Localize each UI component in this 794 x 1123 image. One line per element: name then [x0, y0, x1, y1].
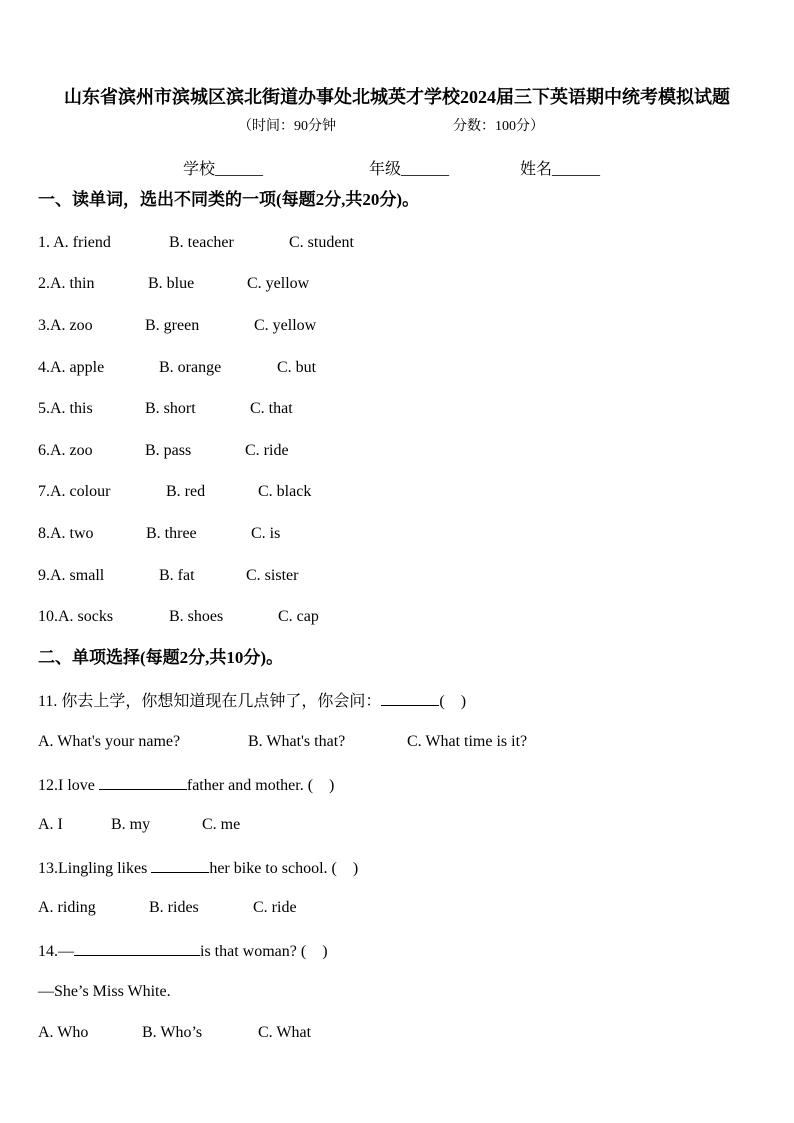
question-4: [38, 358, 738, 378]
answer-paren: ( ): [439, 693, 467, 710]
question-text-pre: 13.Lingling likes: [38, 860, 152, 877]
question-14-options: [38, 1023, 738, 1043]
option-c: C. yellow: [247, 275, 310, 292]
question-number: 5.: [38, 400, 50, 417]
option-a: A. small: [50, 567, 105, 584]
option-c: C. sister: [246, 567, 299, 584]
question-12: [38, 774, 334, 796]
option-b: B. shoes: [169, 608, 224, 625]
question-text-pre: 14.—: [38, 943, 74, 960]
question-3: [38, 316, 738, 336]
answer-blank: [99, 774, 187, 790]
question-7: [38, 482, 738, 502]
question-text-pre: 12.I love: [38, 777, 99, 794]
school-field: 学校______: [183, 161, 264, 178]
option-a: A. colour: [50, 483, 111, 500]
option-b: B. teacher: [169, 234, 234, 251]
option-c: C. me: [202, 816, 241, 833]
question-6: [38, 441, 738, 461]
question-number: 10.: [38, 608, 58, 625]
question-8: [38, 524, 738, 544]
question-9: [38, 566, 738, 586]
question-text-post: father and mother. ( ): [186, 777, 335, 794]
question-14: [38, 940, 328, 962]
question-2: [38, 274, 738, 294]
option-c: C. cap: [278, 608, 319, 625]
section2-heading: 二、单项选择(每题2分,共10分)。: [38, 648, 284, 667]
option-a: A. socks: [58, 608, 114, 625]
question-10: [38, 607, 738, 627]
option-a: A. I: [38, 816, 63, 833]
question-text-post: her bike to school. ( ): [209, 860, 359, 877]
option-a: A. this: [50, 400, 93, 417]
option-b: B. green: [145, 317, 200, 334]
option-c: C. What: [258, 1024, 312, 1041]
option-a: A. apple: [50, 359, 105, 376]
question-number: 6.: [38, 442, 50, 459]
option-a: A. thin: [50, 275, 95, 292]
question-13-options: [38, 898, 738, 918]
answer-blank: [151, 857, 209, 873]
option-b: B. short: [145, 400, 196, 417]
name-field: 姓名______: [520, 161, 601, 178]
option-c: C. ride: [245, 442, 289, 459]
option-b: B. rides: [149, 899, 199, 916]
option-b: B. red: [166, 483, 206, 500]
answer-blank: [74, 940, 200, 956]
question-5: [38, 399, 738, 419]
option-a: A. two: [50, 525, 94, 542]
option-c: C. ride: [253, 899, 297, 916]
section1-heading: 一、读单词，选出不同类的一项(每题2分,共20分)。: [38, 190, 420, 209]
question-11-options: [38, 732, 738, 752]
question-number: 3.: [38, 317, 50, 334]
exam-time: （时间：90分钟: [238, 119, 336, 134]
option-b: B. blue: [148, 275, 195, 292]
option-c: C. student: [289, 234, 354, 251]
question-number: 2.: [38, 275, 50, 292]
option-c: C. black: [258, 483, 312, 500]
option-c: C. that: [250, 400, 293, 417]
option-b: B. my: [111, 816, 151, 833]
option-c: C. is: [251, 525, 281, 542]
option-a: A. riding: [38, 899, 96, 916]
question-text: 11. 你去上学，你想知道现在几点钟了，你会问：: [38, 693, 382, 710]
question-14-reply: —She’s Miss White.: [38, 983, 171, 1000]
answer-blank: [381, 690, 439, 706]
exam-score: 分数：100分）: [453, 119, 544, 134]
question-number: 4.: [38, 359, 50, 376]
option-c: C. yellow: [254, 317, 317, 334]
option-b: B. pass: [145, 442, 192, 459]
grade-field: 年级______: [369, 161, 450, 178]
option-a: A. zoo: [50, 317, 93, 334]
option-a: A. What's your name?: [38, 733, 181, 750]
question-number: 9.: [38, 567, 50, 584]
question-number: 8.: [38, 525, 50, 542]
option-a: A. friend: [53, 234, 111, 251]
question-11: [38, 690, 466, 712]
question-13: [38, 857, 358, 879]
option-b: B. What's that?: [248, 733, 346, 750]
question-text-post: is that woman? ( ): [200, 943, 328, 960]
option-b: B. three: [146, 525, 197, 542]
option-c: C. but: [277, 359, 317, 376]
option-b: B. Who’s: [142, 1024, 203, 1041]
question-number: 1.: [38, 234, 54, 251]
option-b: B. orange: [159, 359, 222, 376]
option-a: A. zoo: [50, 442, 93, 459]
option-a: A. Who: [38, 1024, 89, 1041]
option-b: B. fat: [159, 567, 195, 584]
question-12-options: [38, 815, 738, 835]
question-number: 7.: [38, 483, 50, 500]
option-c: C. What time is it?: [407, 733, 528, 750]
page-title: 山东省滨州市滨城区滨北街道办事处北城英才学校2024届三下英语期中统考模拟试题: [64, 87, 730, 107]
question-1: [38, 233, 738, 253]
